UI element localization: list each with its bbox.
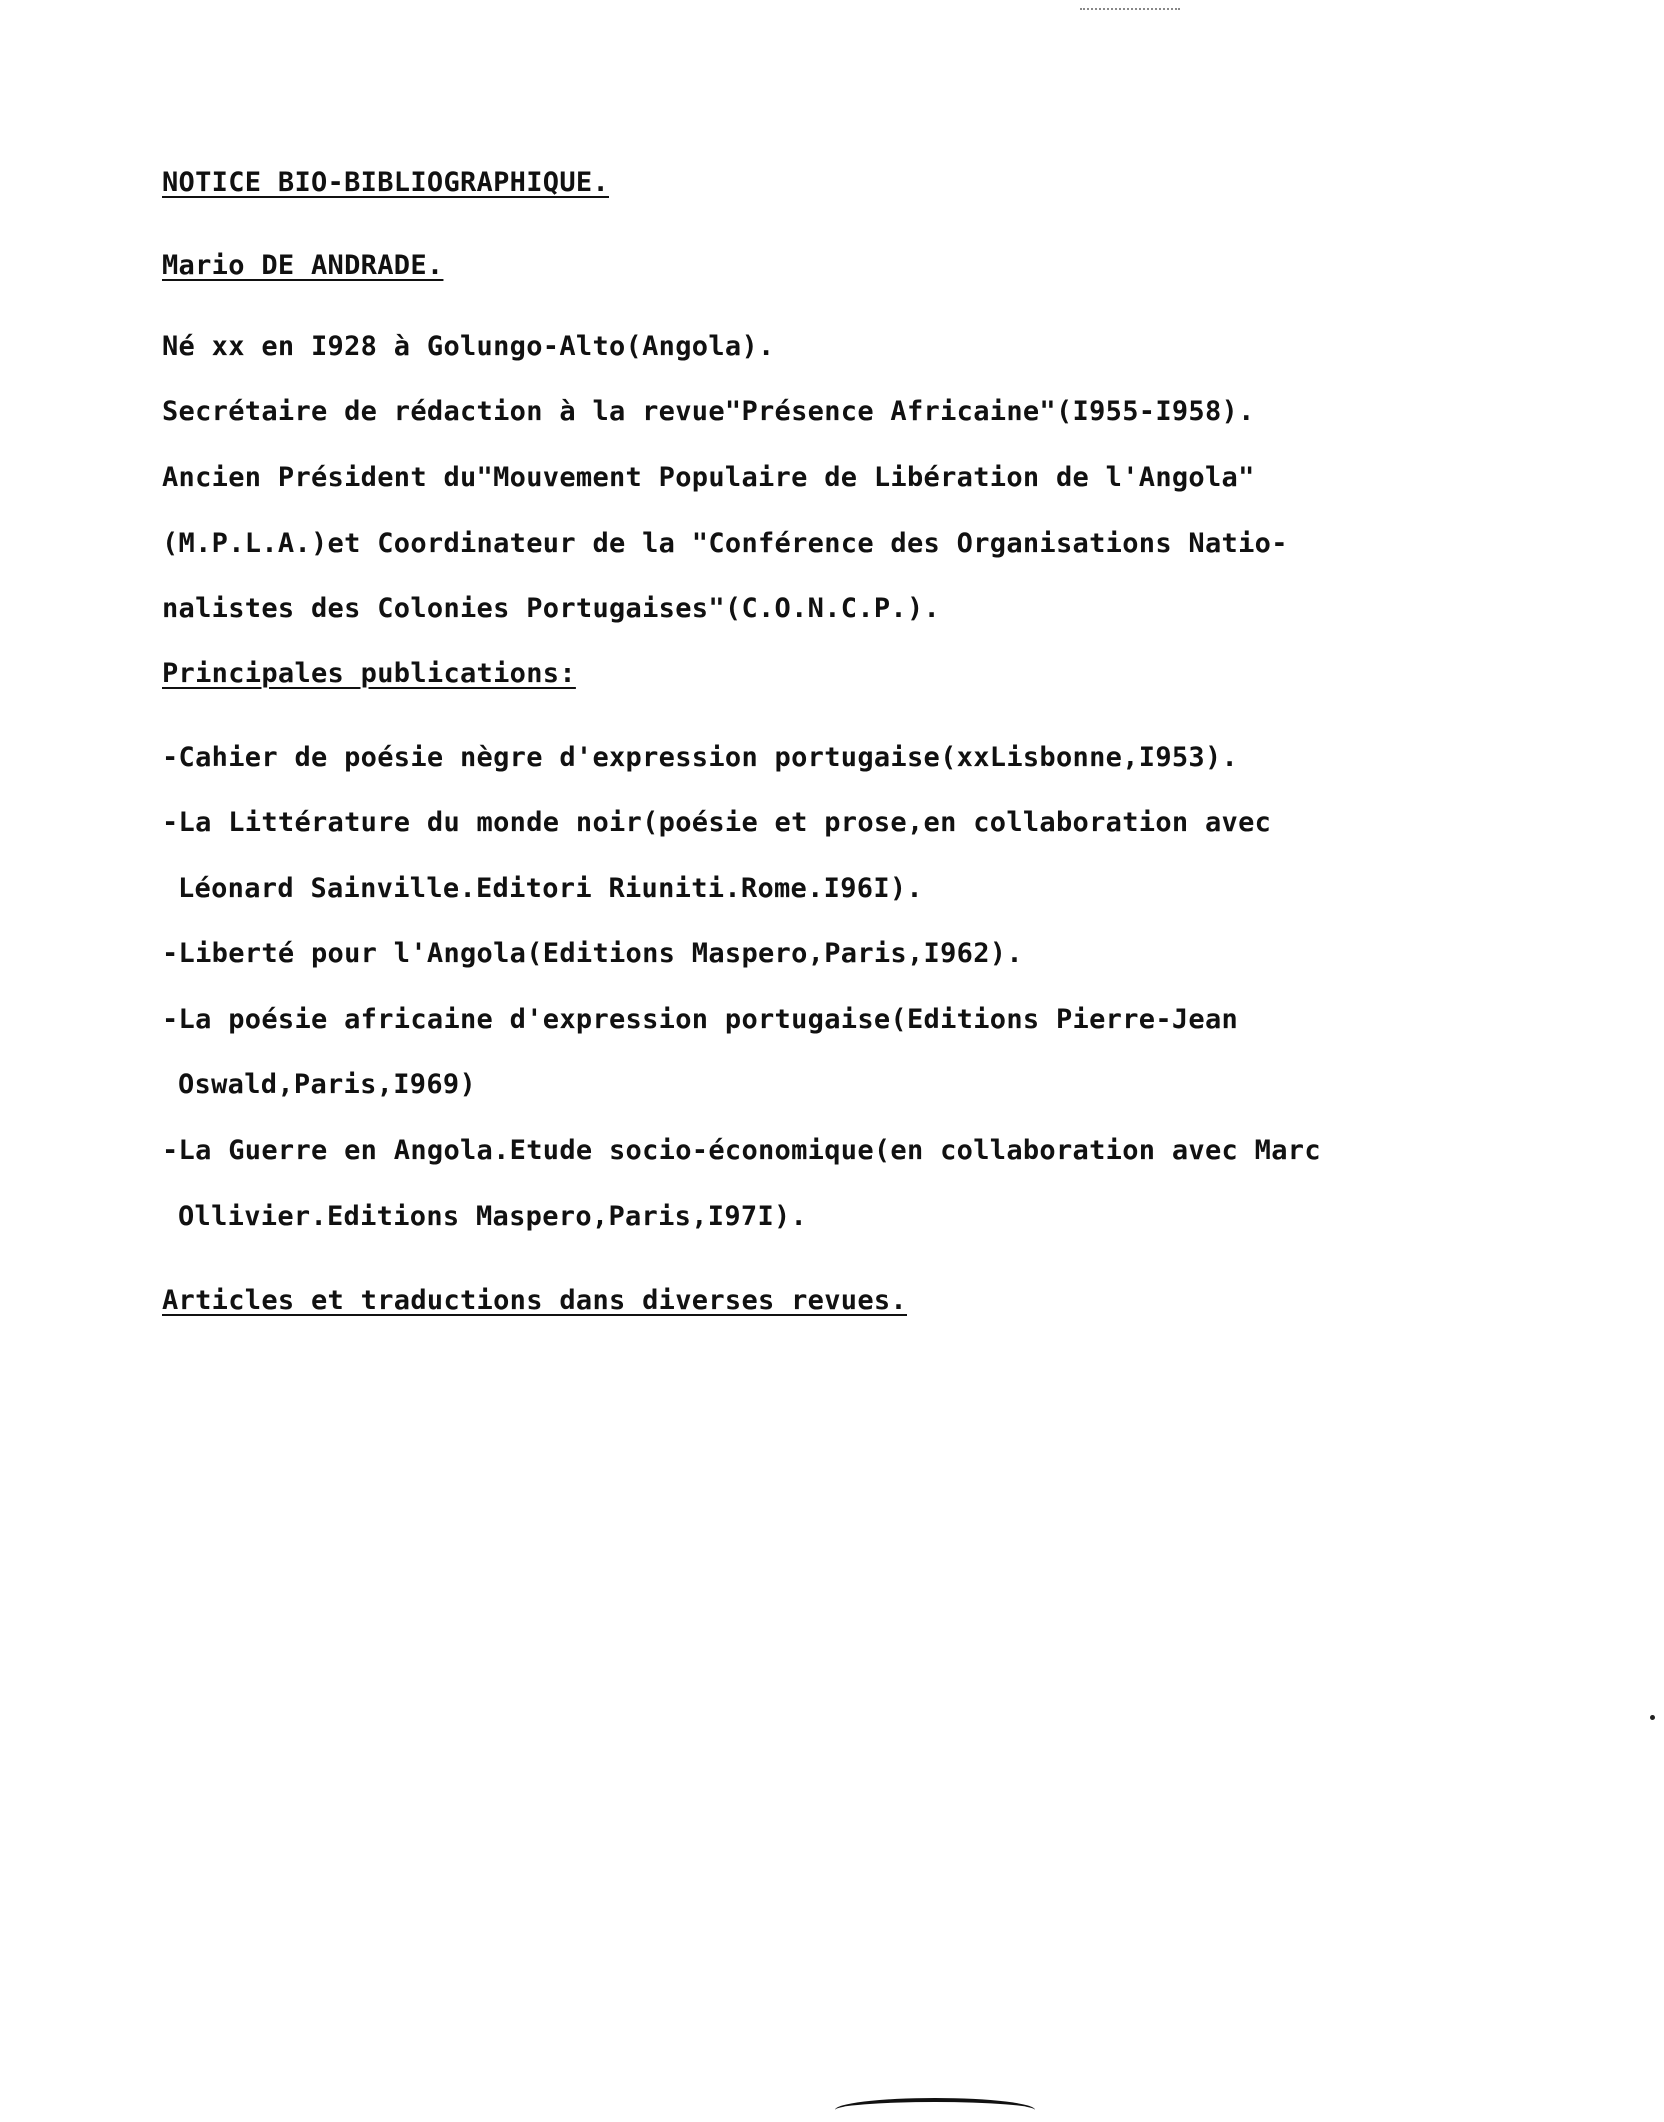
publication-item-5-line-1: -La Guerre en Angola.Etude socio-économique(en collaboration avec Marc xyxy=(162,1135,1321,1166)
author-name: Mario DE ANDRADE. xyxy=(162,250,444,281)
publication-item-5-line-2: Ollivier.Editions Maspero,Paris,I97I). xyxy=(178,1201,808,1232)
paper-mark-bottom xyxy=(835,2098,1035,2122)
bio-line-5: nalistes des Colonies Portugaises"(C.O.N.C.P.). xyxy=(162,593,941,624)
publication-item-3: -Liberté pour l'Angola(Editions Maspero,Paris,I962). xyxy=(162,938,1023,969)
bio-line-2: Secrétaire de rédaction à la revue"Présence Africaine"(I955-I958). xyxy=(162,396,1255,427)
publication-item-2-line-2: Léonard Sainville.Editori Riuniti.Rome.I96I). xyxy=(178,873,923,904)
bio-line-3: Ancien Président du"Mouvement Populaire de Libération de l'Angola" xyxy=(162,462,1255,493)
bio-line-4: (M.P.L.A.)et Coordinateur de la "Conférence des Organisations Natio- xyxy=(162,528,1288,559)
paper-speck xyxy=(1650,1715,1655,1720)
publications-heading: Principales publications: xyxy=(162,658,576,689)
bio-line-1: Né xx en I928 à Golungo-Alto(Angola). xyxy=(162,331,775,362)
articles-note: Articles et traductions dans diverses revues. xyxy=(162,1285,907,1316)
publication-item-4-line-1: -La poésie africaine d'expression portugaise(Editions Pierre-Jean xyxy=(162,1004,1239,1035)
paper-mark-top xyxy=(1080,8,1180,16)
document-title: NOTICE BIO-BIBLIOGRAPHIQUE. xyxy=(162,167,609,198)
publication-item-1: -Cahier de poésie nègre d'expression portugaise(xxLisbonne,I953). xyxy=(162,742,1239,773)
publication-item-4-line-2: Oswald,Paris,I969) xyxy=(178,1069,476,1100)
publication-item-2-line-1: -La Littérature du monde noir(poésie et prose,en collaboration avec xyxy=(162,807,1272,838)
